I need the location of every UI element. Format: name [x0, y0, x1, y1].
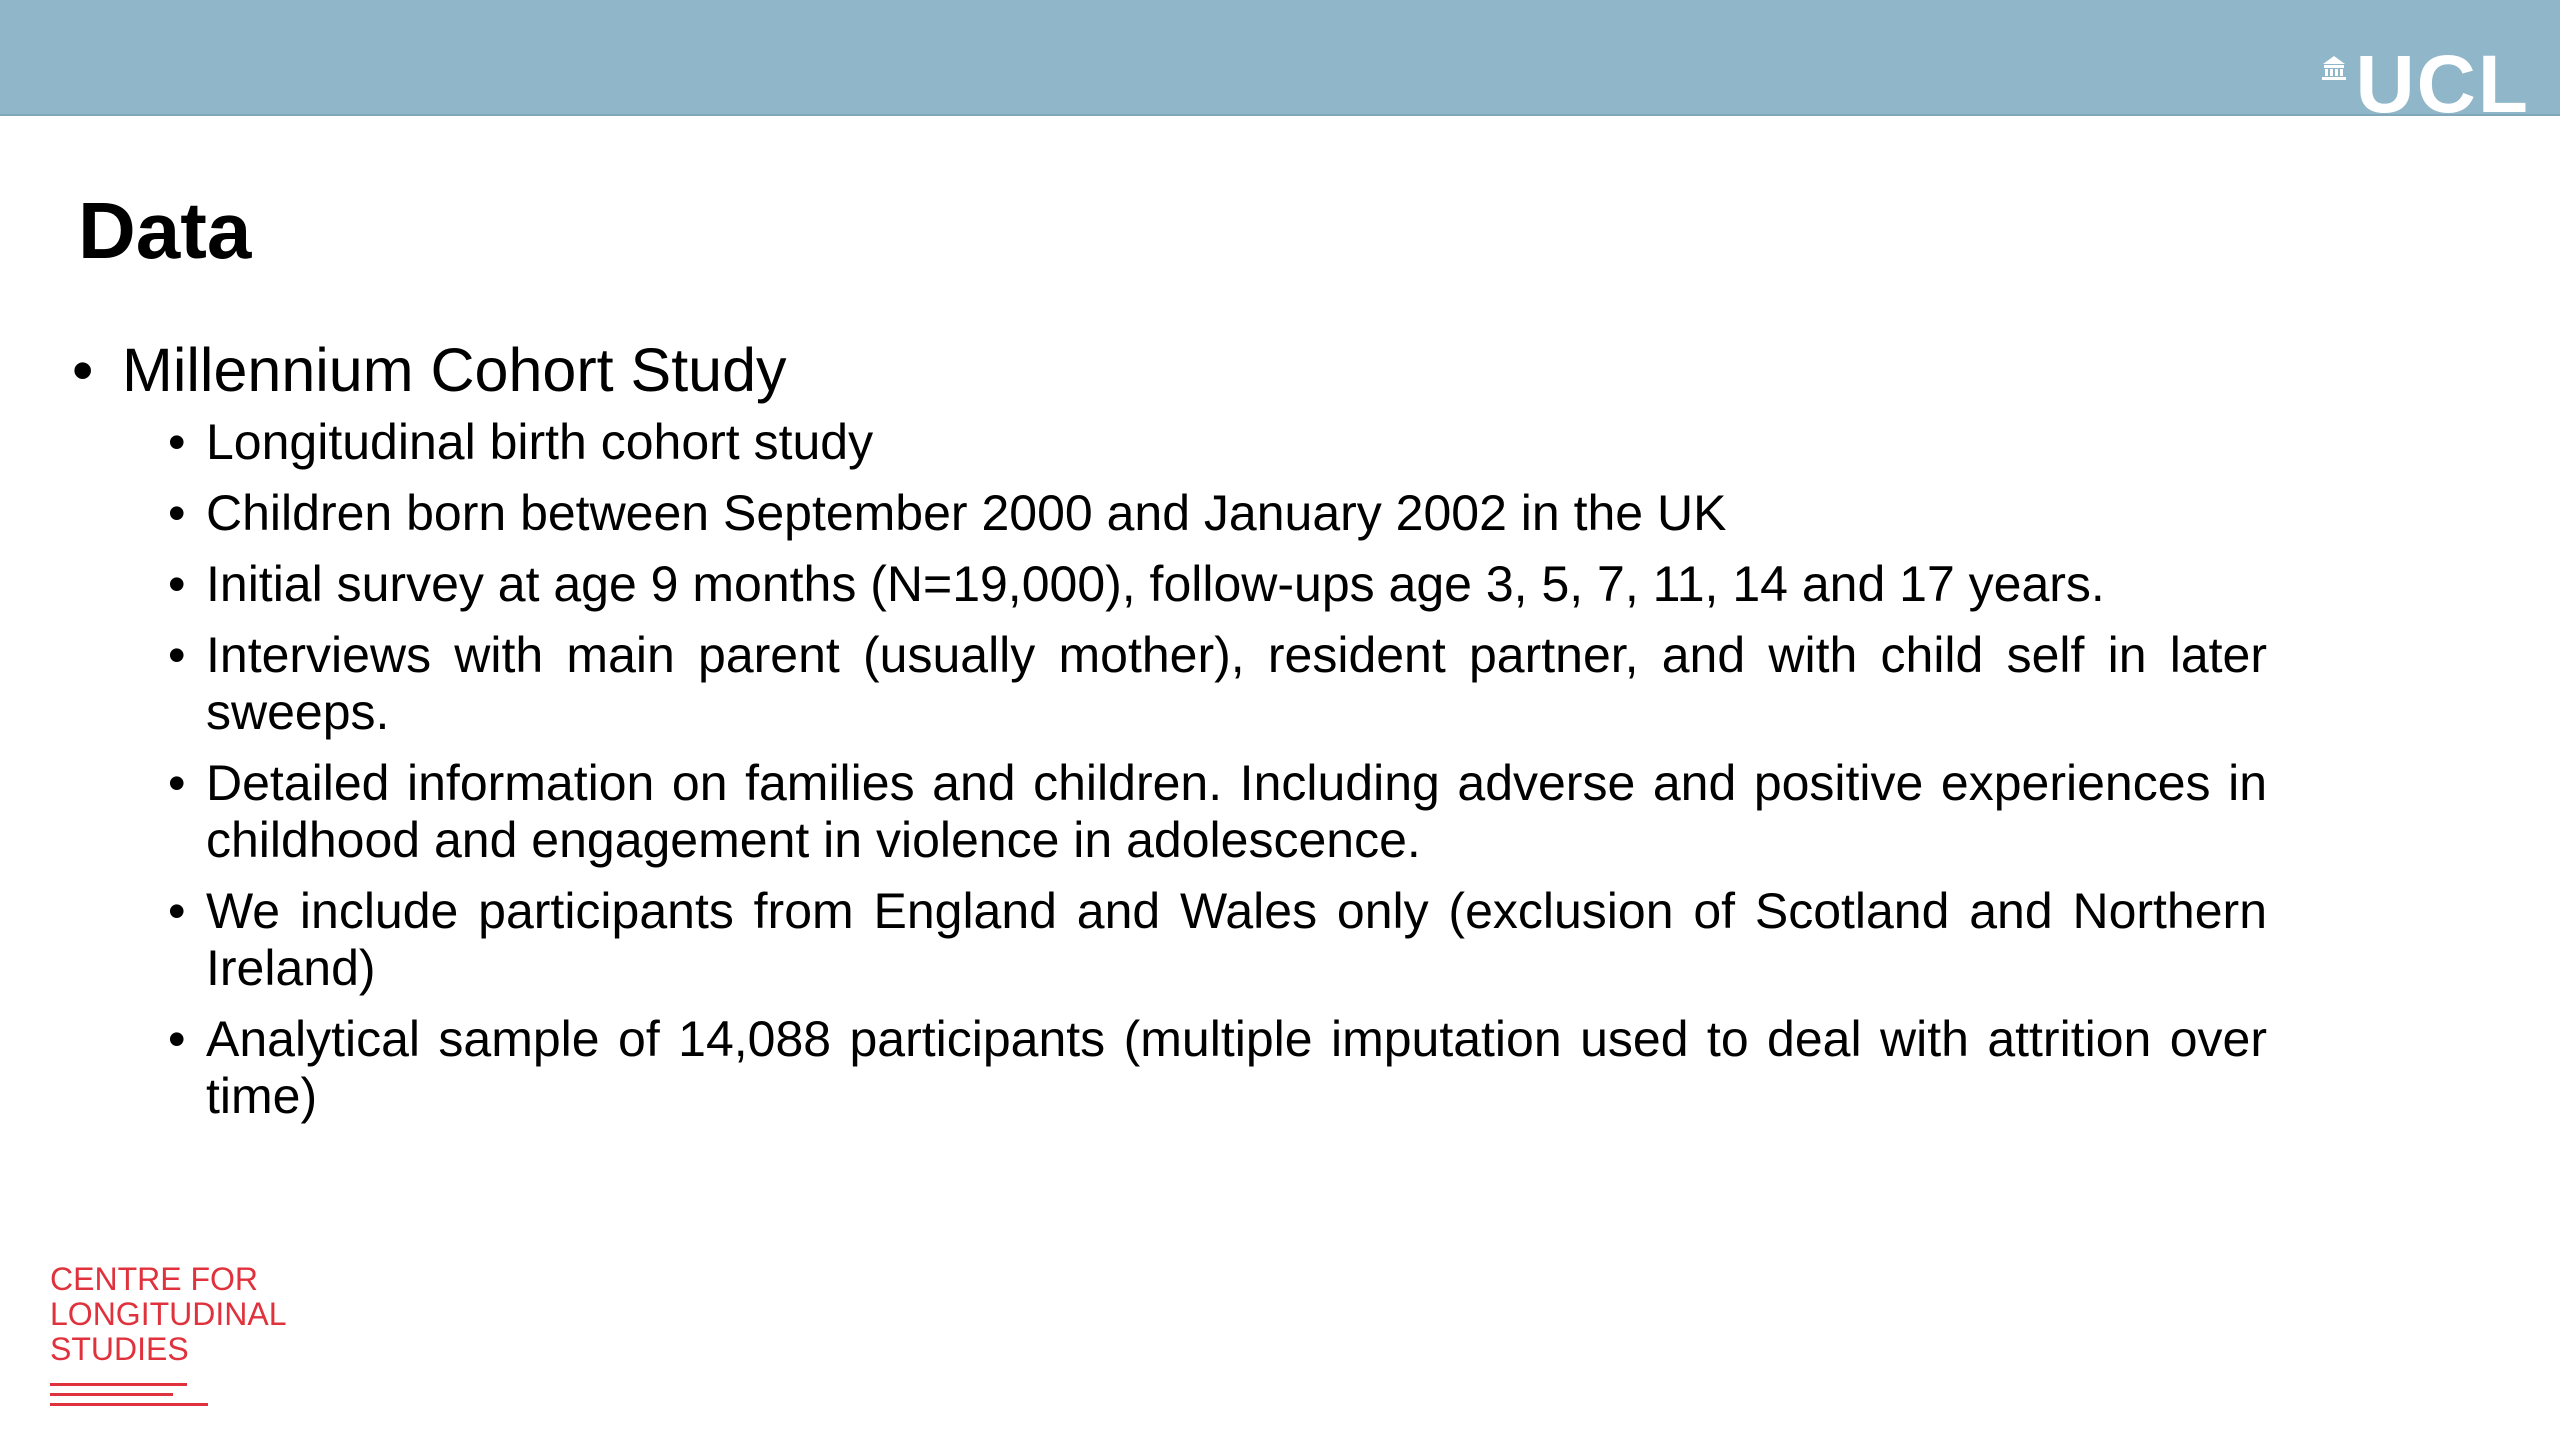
bullet-text: Children born between September 2000 and January 2002 in the UK: [206, 485, 1727, 541]
bullet-marker: •: [168, 556, 186, 612]
cls-logo: [50, 1262, 350, 1413]
cls-logo-line: LONGITUDINAL: [50, 1296, 287, 1332]
bullet-text: We include participants from England and Wales only (exclusion of Scotland and Northern Ireland): [206, 883, 2267, 996]
bullet-marker: •: [168, 414, 186, 470]
list-item: [168, 414, 2267, 471]
list-item: [72, 330, 2267, 410]
page-title: Data: [78, 186, 252, 275]
list-item: [168, 755, 2267, 869]
list-item: [168, 627, 2267, 741]
bullet-marker: •: [168, 1011, 186, 1067]
logo-rule: [50, 1393, 173, 1396]
list-item: [168, 485, 2267, 542]
bullet-marker: •: [72, 336, 94, 404]
bullet-marker: •: [168, 485, 186, 541]
list-item: [168, 556, 2267, 613]
cls-logo-line: CENTRE FOR: [50, 1261, 258, 1297]
portico-icon: [2321, 56, 2347, 80]
list-item: [168, 1011, 2267, 1125]
bullet-text: Detailed information on families and children. Including adverse and positive experiences in childhood and engagement in violence in adolescence.: [206, 755, 2267, 868]
bullet-text: Interviews with main parent (usually mother), resident partner, and with child self in later sweeps.: [206, 627, 2267, 740]
sub-bullet-list: [72, 414, 2267, 1125]
bullet-list: [72, 330, 2267, 1139]
ucl-logo: [2321, 44, 2530, 116]
top-banner: [0, 0, 2560, 116]
bullet-text: Analytical sample of 14,088 participants (multiple imputation used to deal with attrition over time): [206, 1011, 2267, 1124]
bullet-marker: •: [168, 883, 186, 939]
ucl-logo-text: UCL: [2355, 44, 2530, 116]
bullet-marker: •: [168, 755, 186, 811]
bullet-marker: •: [168, 627, 186, 683]
cls-logo-rules: [50, 1383, 350, 1413]
cls-logo-line: STUDIES: [50, 1331, 189, 1367]
logo-rule: [50, 1403, 208, 1406]
list-item: [168, 883, 2267, 997]
bullet-text: Longitudinal birth cohort study: [206, 414, 874, 470]
bullet-text: Initial survey at age 9 months (N=19,000), follow-ups age 3, 5, 7, 11, 14 and 17 years.: [206, 556, 2105, 612]
logo-rule: [50, 1383, 187, 1386]
bullet-text: Millennium Cohort Study: [122, 336, 787, 404]
